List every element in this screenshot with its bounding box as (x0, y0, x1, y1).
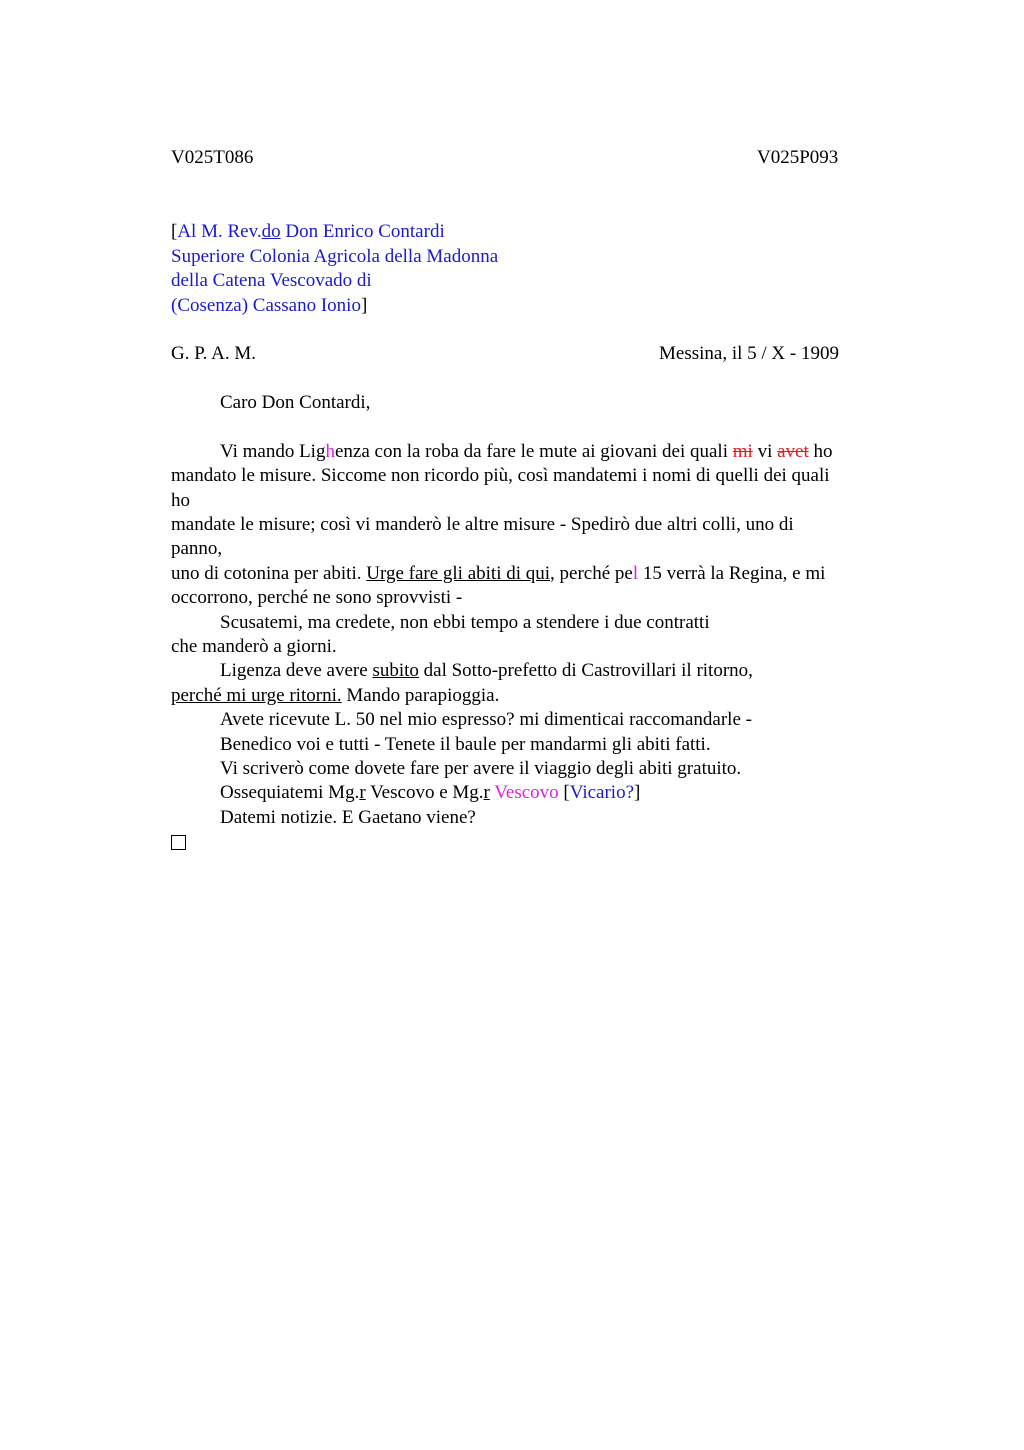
body-line: Scusatemi, ma credete, non ebbi tempo a stendere i due contratti (220, 611, 710, 633)
editorial-note: Vicario? (569, 782, 634, 804)
body-line: Benedico voi e tutti - Tenete il baule per mandarmi gli abiti fatti. (220, 733, 711, 755)
salutation: Caro Don Contardi, (220, 392, 371, 414)
letter-body (171, 440, 891, 855)
address-line1-b: Don Enrico Contardi (280, 221, 445, 243)
correction-insert: h (325, 440, 335, 462)
body-text: , perché pe (550, 562, 633, 584)
body-line: Vi scriverò come dovete fare per avere il viaggio degli abiti gratuito. (220, 757, 742, 779)
body-text: dal Sotto-prefetto di Castrovillari il ritorno, (418, 660, 753, 682)
body-text: ] (634, 782, 641, 804)
body-text: vi (752, 440, 778, 462)
body-text: Mando parapioggia. (341, 684, 500, 706)
body-text: uno di cotonina per abiti. (171, 562, 367, 584)
underlined-superscript: r (359, 782, 366, 804)
deleted-word: mi (732, 440, 753, 462)
heading-line (171, 342, 891, 366)
body-line: panno, (171, 538, 223, 560)
body-text: Ossequiatemi Mg. (220, 782, 360, 804)
body-line: occorrono, perché ne sono sprovvisti - (171, 587, 463, 609)
place-date: Messina, il 5 / X - 1909 (659, 343, 839, 365)
body-text: 15 verrà la Regina, e mi (638, 562, 826, 584)
body-text: Vi mando Lig (220, 440, 326, 462)
address-open-bracket: [ (171, 221, 178, 243)
correction-insert: l (632, 562, 639, 584)
body-text: [ (558, 782, 570, 804)
body-line: mandato le misure. Siccome non ricordo più, così mandatemi i nomi di quelli dei quali (171, 465, 830, 487)
body-line: Datemi notizie. E Gaetano viene? (220, 806, 476, 828)
letter-page (171, 146, 891, 855)
body-line: mandate le misure; così vi manderò le altre misure - Spedirò due altri colli, uno di (171, 514, 794, 536)
body-text: Vescovo e Mg. (365, 782, 484, 804)
deleted-word: avet (777, 440, 809, 462)
address-superscript-do: do (261, 221, 281, 243)
body-line: ho (171, 489, 190, 511)
address-block (171, 220, 891, 318)
end-of-letter-box-icon (171, 835, 186, 850)
header-codes (171, 146, 891, 170)
underlined-superscript: r (483, 782, 490, 804)
document-code-left: V025T086 (171, 147, 254, 168)
body-text: ho (808, 440, 833, 462)
body-text: Ligenza deve avere (220, 660, 373, 682)
underlined-text: subito (372, 660, 419, 682)
address-close-bracket: ] (360, 294, 368, 316)
address-line2: Superiore Colonia Agricola della Madonna (171, 245, 499, 267)
address-line1-a: Al M. Rev. (177, 221, 262, 243)
body-line: Avete ricevute L. 50 nel mio espresso? mi dimenticai raccomandarle - (220, 709, 752, 731)
correction-insert: Vescovo (494, 782, 559, 804)
address-line3: della Catena Vescovado di (171, 270, 372, 292)
body-line: che manderò a giorni. (171, 636, 337, 658)
underlined-text: Urge fare gli abiti di qui (366, 562, 551, 584)
document-code-right: V025P093 (757, 147, 839, 168)
address-line4: (Cosenza) Cassano Ionio (171, 294, 361, 316)
body-text: enza con la roba da fare le mute ai giovani dei quali (334, 440, 733, 462)
motto: G. P. A. M. (171, 343, 256, 365)
underlined-text: perché mi urge ritorni. (171, 684, 342, 706)
